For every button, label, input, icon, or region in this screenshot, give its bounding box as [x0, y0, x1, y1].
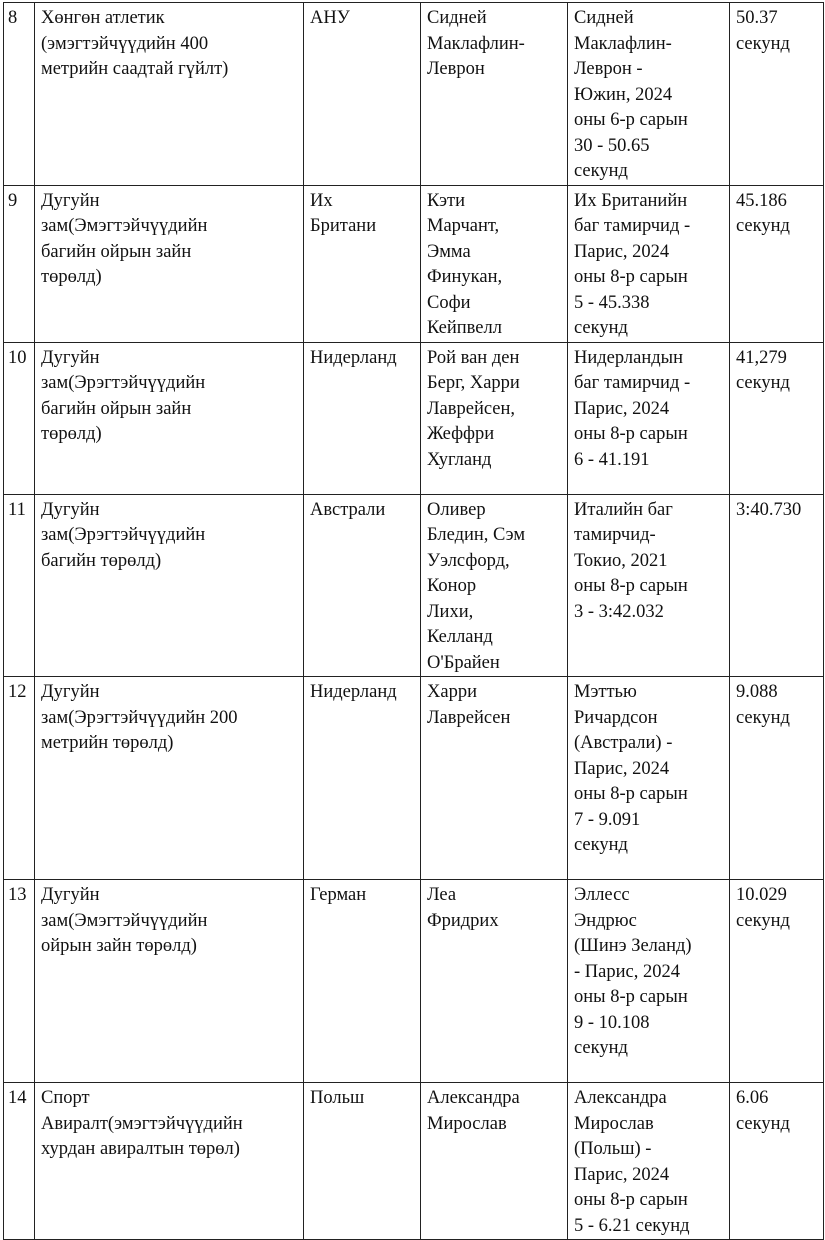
athlete-text: Кэти Марчант, Эмма Финукан, Софи Кейпвелл [427, 190, 503, 338]
event-cell [35, 185, 304, 342]
result-cell [730, 494, 824, 677]
previous-record-text: Александра Мирослав (Польш) - Парис, 2024 оны 8-р сарын 5 - 6.21 секунд [574, 1088, 690, 1236]
result-text: 10.029 секунд [736, 885, 790, 931]
country-text: Австрали [310, 499, 386, 520]
table-row [4, 880, 824, 1083]
row-number: 8 [4, 3, 35, 186]
table-row [4, 494, 824, 677]
athlete-text: Леа Фридрих [427, 885, 499, 931]
row-number: 9 [4, 185, 35, 342]
country-text: Нидерланд [310, 682, 397, 702]
country-cell [304, 342, 421, 494]
result-cell [730, 880, 824, 1083]
event-text: Дугуйн зам(Эмэгтэйчүүдийн багийн ойрын зайн төрөлд) [41, 190, 208, 287]
result-cell [730, 3, 824, 186]
previous-record-text: Италийн баг тамирчид- Токио, 2021 оны 8-р сарын 3 - 3:42.032 [574, 499, 688, 622]
previous-record-text: Нидерландын баг тамирчид - Парис, 2024 оны 8-р сарын 6 - 41.191 [574, 347, 691, 470]
result-text: 3:40.730 [736, 499, 802, 520]
result-cell [730, 1083, 824, 1240]
row-number: 13 [4, 880, 35, 1083]
table-row [4, 185, 824, 342]
previous-record-cell [568, 1083, 730, 1240]
country-text: Герман [310, 885, 367, 905]
result-text: 50.37 секунд [736, 8, 790, 54]
result-text: 45.186 секунд [736, 190, 790, 236]
table-row [4, 342, 824, 494]
result-text: 9.088 секунд [736, 682, 790, 728]
records-table [3, 2, 824, 1240]
event-text: Дугуйн зам(Эрэгтэйчүүдийн багийн төрөлд) [41, 499, 206, 571]
country-text: АНУ [310, 8, 350, 28]
records-table-body [4, 3, 824, 1240]
country-text: Их Британи [310, 190, 377, 236]
country-text: Нидерланд [310, 347, 397, 368]
previous-record-cell [568, 342, 730, 494]
country-text: Польш [310, 1088, 365, 1108]
previous-record-cell [568, 880, 730, 1083]
athlete-text: Александра Мирослав [427, 1088, 520, 1134]
event-cell [35, 880, 304, 1083]
athlete-cell [421, 185, 568, 342]
result-cell [730, 342, 824, 494]
athlete-cell [421, 880, 568, 1083]
previous-record-cell [568, 185, 730, 342]
athlete-text: Рой ван ден Берг, Харри Лаврейсен, Жеффри Хугланд [427, 347, 520, 470]
table-row [4, 677, 824, 880]
country-cell [304, 494, 421, 677]
athlete-text: Харри Лаврейсен [427, 682, 511, 728]
event-cell [35, 677, 304, 880]
country-cell [304, 185, 421, 342]
result-cell [730, 677, 824, 880]
table-row [4, 3, 824, 186]
previous-record-cell [568, 3, 730, 186]
athlete-cell [421, 677, 568, 880]
country-cell [304, 3, 421, 186]
athlete-cell [421, 342, 568, 494]
previous-record-text: Мэттью Ричардсон (Австрали) - Парис, 2024 оны 8-р сарын 7 - 9.091 секунд [574, 682, 688, 855]
table-row [4, 1083, 824, 1240]
row-number: 12 [4, 677, 35, 880]
previous-record-text: Их Британийн баг тамирчид - Парис, 2024 оны 8-р сарын 5 - 45.338 секунд [574, 190, 691, 338]
row-number: 11 [4, 494, 35, 677]
event-cell [35, 342, 304, 494]
previous-record-text: Эллесс Эндрюс (Шинэ Зеланд) - Парис, 2024 оны 8-р сарын 9 - 10.108 секунд [574, 885, 692, 1058]
previous-record-cell [568, 494, 730, 677]
result-cell [730, 185, 824, 342]
row-number: 14 [4, 1083, 35, 1240]
event-cell [35, 3, 304, 186]
athlete-cell [421, 1083, 568, 1240]
event-cell [35, 494, 304, 677]
athlete-text: Оливер Бледин, Сэм Уэлсфорд, Конор Лихи, Келланд О'Брайен [427, 499, 526, 673]
event-text: Дугуйн зам(Эрэгтэйчүүдийн багийн ойрын зайн төрөлд) [41, 347, 206, 444]
event-cell [35, 1083, 304, 1240]
result-text: 41,279 секунд [736, 347, 790, 393]
athlete-text: Сидней Маклафлин- Леврон [427, 8, 525, 79]
event-text: Дугуйн зам(Эрэгтэйчүүдийн 200 метрийн төрөлд) [41, 682, 238, 753]
result-text: 6.06 секунд [736, 1088, 790, 1134]
athlete-cell [421, 494, 568, 677]
previous-record-text: Сидней Маклафлин- Леврон - Южин, 2024 оны 6-р сарын 30 - 50.65 секунд [574, 8, 688, 181]
event-text: Спорт Авиралт(эмэгтэйчүүдийн хурдан авиралтын төрөл) [41, 1088, 243, 1159]
country-cell [304, 1083, 421, 1240]
country-cell [304, 880, 421, 1083]
row-number: 10 [4, 342, 35, 494]
event-text: Хөнгөн атлетик (эмэгтэйчүүдийн 400 метрийн саадтай гүйлт) [41, 8, 229, 79]
athlete-cell [421, 3, 568, 186]
country-cell [304, 677, 421, 880]
previous-record-cell [568, 677, 730, 880]
event-text: Дугуйн зам(Эмэгтэйчүүдийн ойрын зайн төрөлд) [41, 885, 208, 956]
